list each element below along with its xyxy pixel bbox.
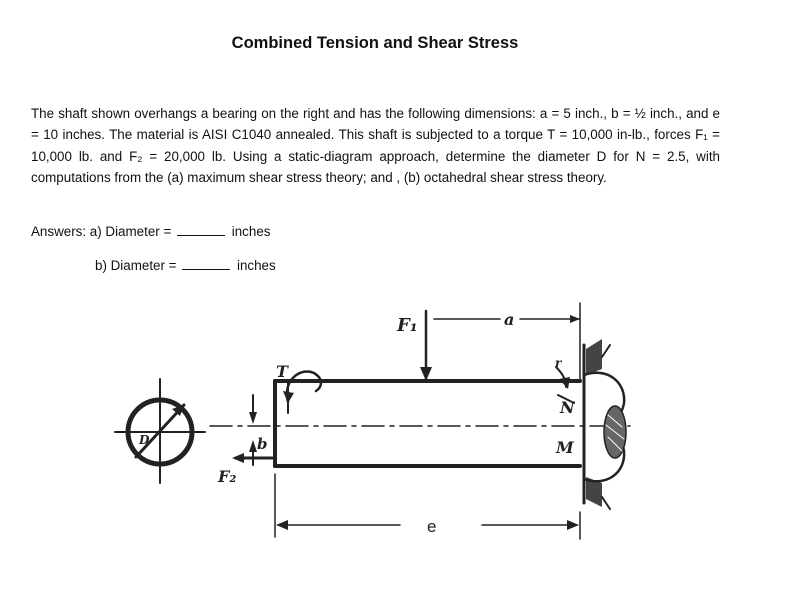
cross-section [115,379,205,483]
answer-a-row [31,224,270,239]
label-b: b [257,435,268,453]
label-f2: F₂ [218,467,237,486]
force-f2-arrow [232,395,272,465]
torque-arrow [283,371,321,413]
answer-a-unit: inches [231,224,271,239]
answer-b-label: b) Diameter = [95,258,177,273]
answer-b-blank[interactable] [182,258,230,270]
force-f1-arrow [420,311,432,381]
answer-a-blank[interactable] [177,224,225,236]
label-t: T [276,362,288,381]
label-e: e [427,517,437,536]
bearing-support [584,339,626,509]
shaft-diagram-svg [110,287,640,552]
answer-a-label: Answers: a) Diameter = [31,224,172,239]
shaft-diagram [110,287,640,552]
label-d: D [139,433,150,447]
page-title: Combined Tension and Shear Stress [231,34,519,52]
label-r: r [555,356,562,370]
answer-b-unit: inches [236,258,276,273]
label-a: a [504,310,515,329]
label-m: M [556,438,574,457]
problem-statement: The shaft shown overhangs a bearing on the right and has the following dimensions: a = 5 inch., b = ½ inch., and e = 10 inches. The material is AISI C1040 annealed. This shaft is subjected to a torque T = 10,000 in-lb., forces F₁ = 10,000 lb. and F₂ = 20,000 lb. Using a static-diagram approach, determine the diameter D for N = 2.5, with computations from the (a) maximum shear stress theory; and , (b) octahedral shear stress theory. [31,106,720,186]
label-f1: F₁ [397,315,418,336]
label-n: N [560,398,575,417]
answer-b-row [95,258,276,273]
